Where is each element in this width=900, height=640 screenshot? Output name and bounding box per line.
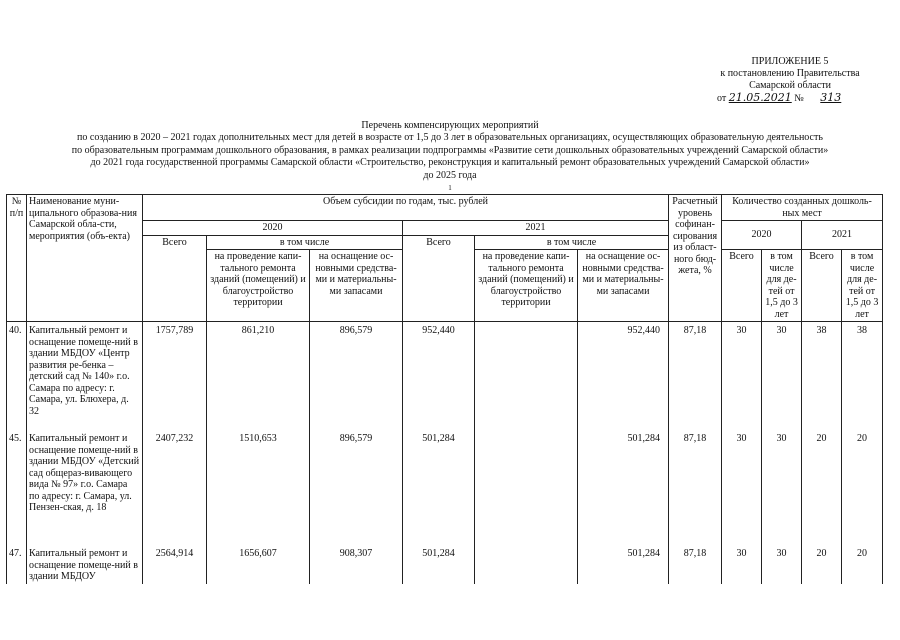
header-places-2021: 2021 <box>802 221 883 250</box>
row-num: 47. <box>7 538 27 584</box>
row-total-2021: 952,440 <box>403 322 475 431</box>
header-name: Наименование муни-ципального образова-ния Самарской обла-сти, мероприятия (объ-екта) <box>27 195 143 322</box>
row-kids-2020: 30 <box>762 538 802 584</box>
annex-date-line <box>705 92 875 105</box>
row-repair-2021 <box>475 430 578 538</box>
title-line-1: Перечень компенсирующих мероприятий <box>361 120 539 131</box>
title-line-4: до 2021 года государственной программы Самарской области «Строительство, реконструкция и капитальный ремонт образовательных учреждений Самарской области» <box>90 157 810 169</box>
row-equipment-2021: 952,440 <box>578 322 669 431</box>
row-places-2020: 30 <box>722 538 762 584</box>
header-equipment-2020: на оснащение ос-новными средства-ми и материальны-ми запасами <box>310 250 403 322</box>
row-repair-2021 <box>475 322 578 431</box>
row-repair-2020: 861,210 <box>207 322 310 431</box>
row-kids-2020: 30 <box>762 322 802 431</box>
row-places-2020: 30 <box>722 322 762 431</box>
header-equipment-2021: на оснащение ос-новными средства-ми и материальны-ми запасами <box>578 250 669 322</box>
row-rate: 87,18 <box>669 538 722 584</box>
header-year-2021: 2021 <box>403 221 669 236</box>
row-equipment-2020: 896,579 <box>310 322 403 431</box>
row-kids-2021: 20 <box>842 430 883 538</box>
header-total-2020: Всего <box>143 235 207 322</box>
annex-title: ПРИЛОЖЕНИЕ 5 <box>751 56 829 67</box>
row-equipment-2020: 908,307 <box>310 538 403 584</box>
row-places-2020: 30 <box>722 430 762 538</box>
header-total-2021: Всего <box>403 235 475 322</box>
header-subsidy: Объем субсидии по годам, тыс. рублей <box>143 195 669 221</box>
row-equipment-2021: 501,284 <box>578 538 669 584</box>
header-places-kids-2020: в том числе для де-тей от 1,5 до 3 лет <box>762 250 802 322</box>
header-places-total-2021: Всего <box>802 250 842 322</box>
table-row <box>7 430 883 538</box>
header-places: Количество созданных дошколь-ных мест <box>722 195 883 221</box>
date-prefix: от <box>717 93 727 104</box>
compensating-measures-table <box>6 194 883 584</box>
header-places-total-2020: Всего <box>722 250 762 322</box>
row-name: Капитальный ремонт и оснащение помеще-ний в здании МБДОУ «Центр развития ре-бенка – детский сад № 140» г.о. Самара по адресу: г. Самара, ул. Блюхера, д. 32 <box>27 322 143 431</box>
row-name: Капитальный ремонт и оснащение помеще-ний в здании МБДОУ «Детский сад общераз-вивающего вида № 97» г.о. Самара по адресу: г. Самара, ул. Пензен-ская, д. 18 <box>27 430 143 538</box>
row-repair-2020: 1656,607 <box>207 538 310 584</box>
annex-line-2: Самарской области <box>749 80 831 91</box>
header-repair-2021: на проведение капи-тального ремонта зданий (помещений) и благоустройство территории <box>475 250 578 322</box>
table-header <box>7 195 883 322</box>
header-including-2021: в том числе <box>475 235 669 250</box>
row-num: 40. <box>7 322 27 431</box>
row-repair-2021 <box>475 538 578 584</box>
annex-line-1: к постановлению Правительства <box>720 68 860 79</box>
header-repair-2020: на проведение капи-тального ремонта зданий (помещений) и благоустройство территории <box>207 250 310 322</box>
header-rate: Расчетный уровень софинан-сирования из област-ного бюд-жета, % <box>669 195 722 322</box>
row-total-2020: 1757,789 <box>143 322 207 431</box>
row-places-2021: 20 <box>802 538 842 584</box>
row-places-2021: 20 <box>802 430 842 538</box>
header-including-2020: в том числе <box>207 235 403 250</box>
header-places-kids-2021: в том числе для де-тей от 1,5 до 3 лет <box>842 250 883 322</box>
row-equipment-2020: 896,579 <box>310 430 403 538</box>
row-total-2021: 501,284 <box>403 538 475 584</box>
title-line-3: по образовательным программам дошкольного образования, в рамках реализации подпрограммы «Развитие сети дошкольных образовательных учреждений Самарской области» <box>71 144 829 156</box>
number-value: 313 <box>820 91 842 104</box>
footnote-mark: 1 <box>448 184 452 193</box>
row-total-2020: 2407,232 <box>143 430 207 538</box>
row-kids-2021: 38 <box>842 322 883 431</box>
title-line-2: по созданию в 2020 – 2021 годах дополнительных мест для детей в возрасте от 1,5 до 3 лет в образовательных организациях, осуществляющих образовательную деятельность <box>77 132 823 144</box>
row-rate: 87,18 <box>669 322 722 431</box>
row-repair-2020: 1510,653 <box>207 430 310 538</box>
table-body <box>7 322 883 584</box>
row-equipment-2021: 501,284 <box>578 430 669 538</box>
title-line-5-text: до 2025 года <box>423 169 477 181</box>
annex-block <box>705 56 875 105</box>
number-prefix: № <box>794 93 804 104</box>
row-name: Капитальный ремонт и оснащение помеще-ний в здании МБДОУ <box>27 538 143 584</box>
row-kids-2020: 30 <box>762 430 802 538</box>
header-places-2020: 2020 <box>722 221 802 250</box>
date-value: 21.05.2021 <box>728 91 792 104</box>
table-row <box>7 538 883 584</box>
row-places-2021: 38 <box>802 322 842 431</box>
row-total-2020: 2564,914 <box>143 538 207 584</box>
document-title <box>20 120 880 199</box>
table-row <box>7 322 883 431</box>
row-total-2021: 501,284 <box>403 430 475 538</box>
row-rate: 87,18 <box>669 430 722 538</box>
header-num: № п/п <box>7 195 27 322</box>
row-kids-2021: 20 <box>842 538 883 584</box>
header-year-2020: 2020 <box>143 221 403 236</box>
row-num: 45. <box>7 430 27 538</box>
